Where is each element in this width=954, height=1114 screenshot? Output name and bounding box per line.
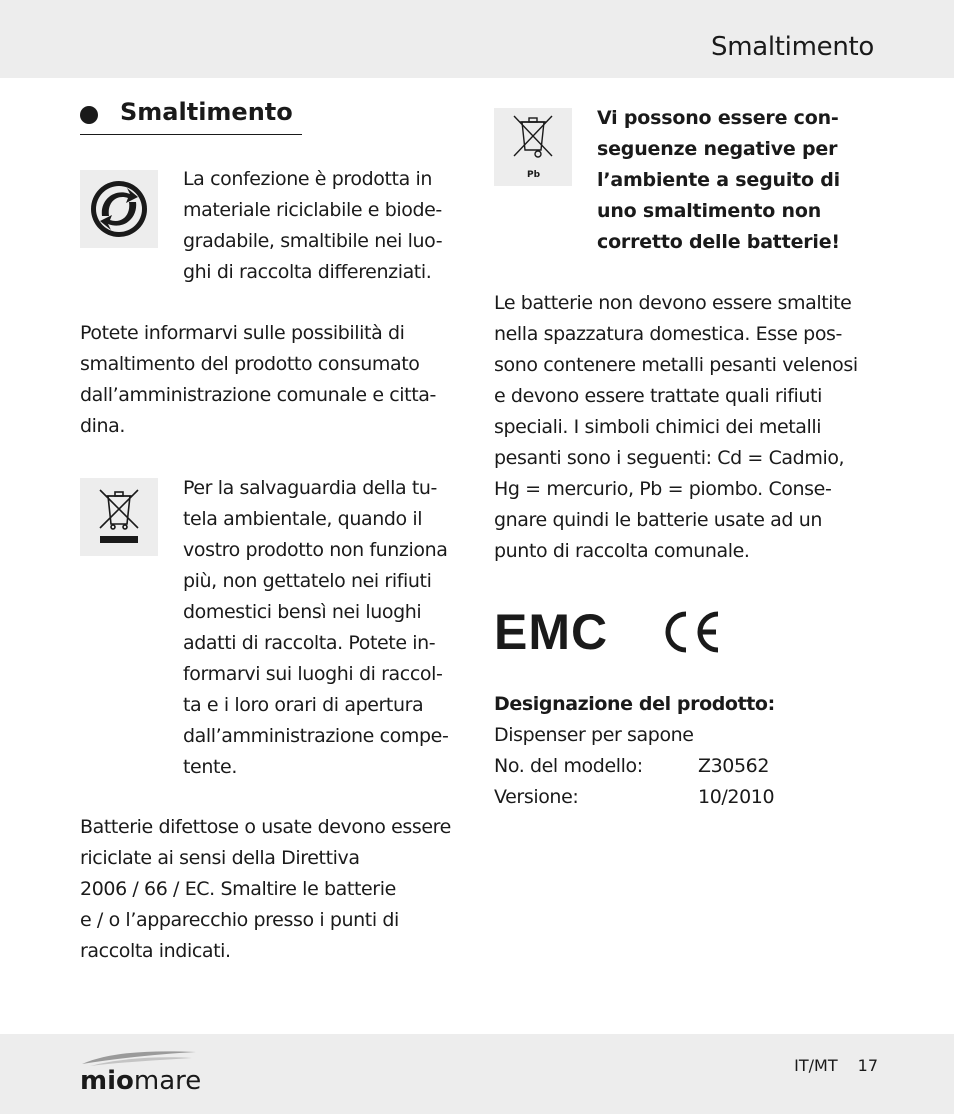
text-line: seguenze negative per xyxy=(597,138,838,160)
text-line: e devono essere trattate quali rifiuti xyxy=(494,385,822,407)
text-line: La confezione è prodotta in xyxy=(183,168,433,190)
text-line: pesanti sono i seguenti: Cd = Cadmio, xyxy=(494,447,845,469)
text-line: speciali. I simboli chimici dei metalli xyxy=(494,416,822,438)
text-line: dall’amministrazione compe- xyxy=(183,725,449,747)
text-line: nella spazzatura domestica. Esse pos- xyxy=(494,323,843,345)
text-line: Le batterie non devono essere smaltite xyxy=(494,292,852,314)
green-dot-recycle-icon xyxy=(80,170,158,248)
info-paragraph xyxy=(80,318,436,442)
warning-paragraph xyxy=(597,103,840,258)
text-line: ta e i loro orari di apertura xyxy=(183,694,424,716)
text-line: Per la salvaguardia della tu- xyxy=(183,477,437,499)
text-line: gnare quindi le batterie usate ad un xyxy=(494,509,822,531)
weee-icon-box xyxy=(80,478,158,556)
text-line: riciclate ai sensi della Direttiva xyxy=(80,847,360,869)
logo-swoosh-icon xyxy=(80,1048,200,1068)
text-line: sono contenere metalli pesanti velenosi xyxy=(494,354,858,376)
model-value: Z30562 xyxy=(698,755,770,777)
text-line: tela ambientale, quando il xyxy=(183,508,423,530)
page-header-title: Smaltimento xyxy=(710,32,874,62)
battery-info-paragraph xyxy=(494,288,858,567)
page-number: 17 xyxy=(857,1056,878,1075)
page-marker xyxy=(794,1056,878,1075)
model-label: No. del modello: xyxy=(494,755,643,777)
text-line: Hg = mercurio, Pb = piombo. Conse- xyxy=(494,478,832,500)
section-heading xyxy=(80,98,302,135)
product-heading: Designazione del prodotto: xyxy=(494,693,775,715)
bullet-icon xyxy=(80,106,98,124)
version-label: Versione: xyxy=(494,786,579,808)
text-line: smaltimento del prodotto consumato xyxy=(80,353,420,375)
section-heading-text: Smaltimento xyxy=(120,98,293,126)
recycle-icon-box xyxy=(80,170,158,248)
product-designation xyxy=(494,689,775,813)
text-line: domestici bensì nei luoghi xyxy=(183,601,422,623)
text-line: l’ambiente a seguito di xyxy=(597,169,840,191)
text-line: tente. xyxy=(183,756,237,778)
text-line: corretto delle batterie! xyxy=(597,231,840,253)
version-row xyxy=(494,782,775,813)
brand-bold: mio xyxy=(80,1066,134,1096)
product-name: Dispenser per sapone xyxy=(494,724,694,746)
text-line: raccolta indicati. xyxy=(80,940,231,962)
text-line: dall’amministrazione comunale e citta- xyxy=(80,384,436,406)
battery-icon-box xyxy=(494,108,572,186)
crossed-out-wheelie-bin-icon xyxy=(80,478,158,556)
brand-light: mare xyxy=(133,1066,202,1096)
text-line: vostro prodotto non funziona xyxy=(183,539,448,561)
locale-label: IT/MT xyxy=(794,1056,838,1075)
ce-mark-icon xyxy=(658,610,722,654)
text-line: più, non gettatelo nei rifiuti xyxy=(183,570,432,592)
battery-paragraph xyxy=(80,812,451,967)
text-line: Vi possono essere con- xyxy=(597,107,839,129)
text-line: e / o l’apparecchio presso i punti di xyxy=(80,909,399,931)
text-line: formarvi sui luoghi di raccol- xyxy=(183,663,443,685)
battery-icon-label: Pb xyxy=(527,170,541,180)
model-row xyxy=(494,751,775,782)
text-line: adatti di raccolta. Potete in- xyxy=(183,632,436,654)
emc-label: EMC xyxy=(494,604,609,660)
version-value: 10/2010 xyxy=(698,786,775,808)
weee-paragraph xyxy=(183,473,448,783)
text-line: Potete informarvi sulle possibilità di xyxy=(80,322,405,344)
text-line: dina. xyxy=(80,415,126,437)
text-line: materiale riciclabile e biode- xyxy=(183,199,442,221)
text-line: ghi di raccolta differenziati. xyxy=(183,261,432,283)
brand-wordmark xyxy=(80,1066,201,1096)
text-line: gradabile, smaltibile nei luo- xyxy=(183,230,443,252)
recycle-paragraph xyxy=(183,164,442,288)
brand-logo xyxy=(80,1048,200,1100)
text-line: 2006 / 66 / EC. Smaltire le batterie xyxy=(80,878,396,900)
text-line: Batterie difettose o usate devono essere xyxy=(80,816,451,838)
text-line: uno smaltimento non xyxy=(597,200,822,222)
emc-ce-row xyxy=(494,606,734,658)
text-line: punto di raccolta comunale. xyxy=(494,540,750,562)
